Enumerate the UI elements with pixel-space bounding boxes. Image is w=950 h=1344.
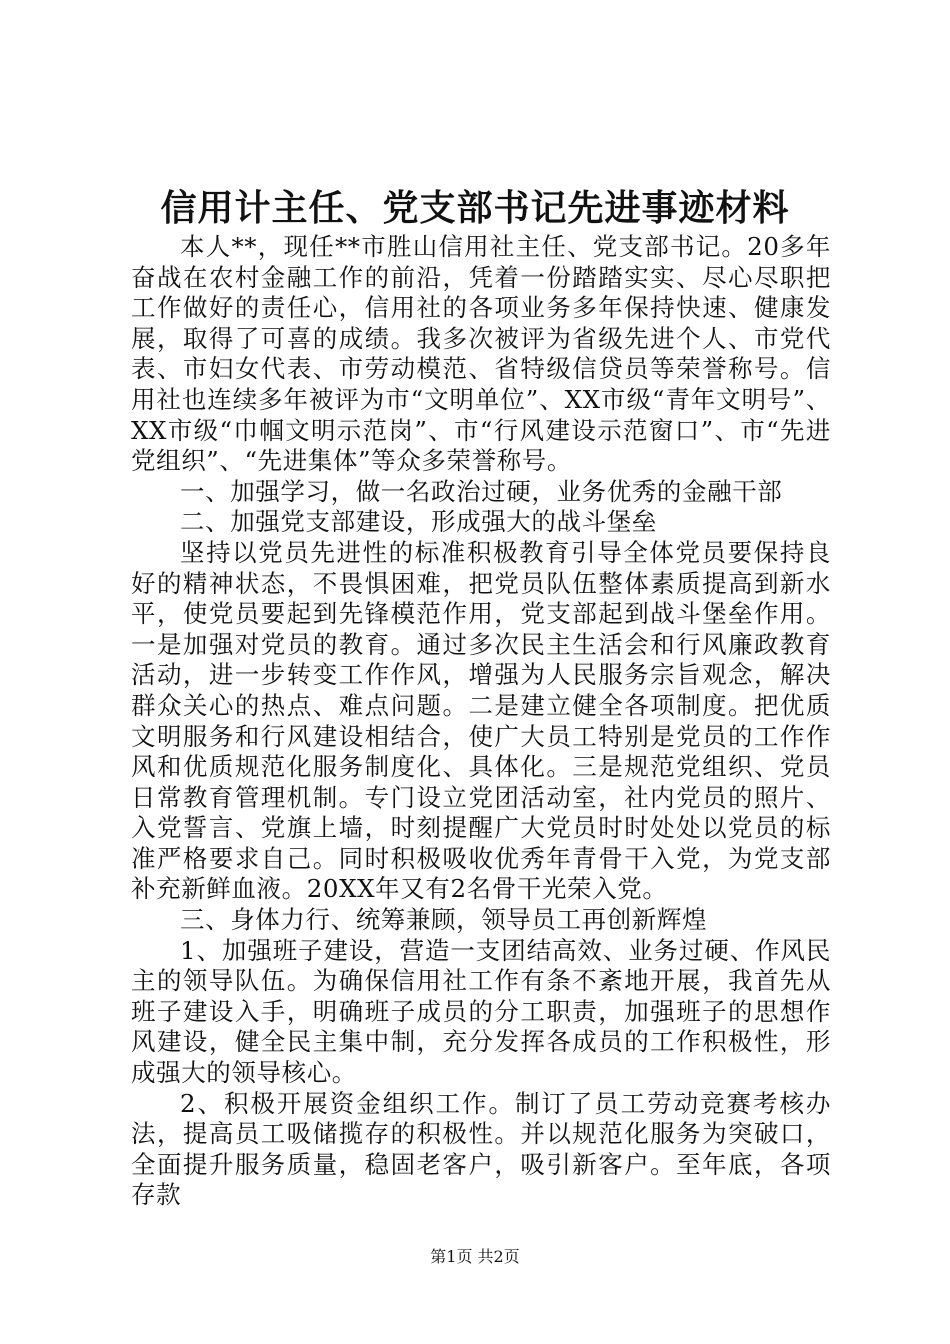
document-body (131, 232, 831, 1211)
paragraph-team-building: 1、加强班子建设，营造一支团结高效、业务过硬、作风民主的领导队伍。为确保信用社工作有条不紊地开展，我首先从班子建设入手，明确班子成员的分工职责，加强班子的思想作风建设，健全民主集中制，充分发挥各成员的工作积极性，形成强大的领导核心。 (131, 935, 831, 1088)
document-title: 信用计主任、党支部书记先进事迹材料 (160, 187, 790, 229)
section-heading-1: 一、加强学习，做一名政治过硬，业务优秀的金融干部 (180, 476, 783, 506)
section-heading-3: 三、身体力行、统筹兼顾，领导员工再创新辉煌 (180, 905, 708, 935)
paragraph-party-building: 坚持以党员先进性的标准积极教育引导全体党员要保持良好的精神状态，不畏惧困难，把党员队伍整体素质提高到新水平，使党员要起到先锋模范作用，党支部起到战斗堡垒作用。一是加强对党员的教育。通过多次民主生活会和行风廉政教育活动，进一步转变工作作风，增强为人民服务宗旨观念，解决群众关心的热点、难点问题。二是建立健全各项制度。把优质文明服务和行风建设相结合，使广大员工特别是党员的工作作风和优质规范化服务制度化、具体化。三是规范党组织、党员日常教育管理机制。专门设立党团活动室，社内党员的照片、入党誓言、党旗上墙，时刻提醒广大党员时时处处以党员的标准严格要求自己。同时积极吸收优秀年青骨干入党，为党支部补充新鲜血液。20XX年又有2名骨干光荣入党。 (131, 537, 831, 904)
paragraph-intro: 本人**，现任**市胜山信用社主任、党支部书记。20多年奋战在农村金融工作的前沿，凭着一份踏踏实实、尽心尽职把工作做好的责任心，信用社的各项业务多年保持快速、健康发展，取得了可喜的成绩。我多次被评为省级先进个人、市党代表、市妇女代表、市劳动模范、省特级信贷员等荣誉称号。信用社也连续多年被评为市“文明单位”、XX市级“青年文明号”、XX市级“巾帼文明示范岗”、市“行风建设示范窗口”、市“先进党组织”、“先进集体”等众多荣誉称号。 (131, 232, 831, 476)
paragraph-fund-organization: 2、积极开展资金组织工作。制订了员工劳动竞赛考核办法，提高员工吸储揽存的积极性。并以规范化服务为突破口，全面提升服务质量，稳固老客户，吸引新客户。至年底，各项存款 (131, 1088, 831, 1210)
section-heading-2: 二、加强党支部建设，形成强大的战斗堡垒 (180, 507, 657, 537)
page-number: 第1页 共2页 (430, 1247, 520, 1266)
